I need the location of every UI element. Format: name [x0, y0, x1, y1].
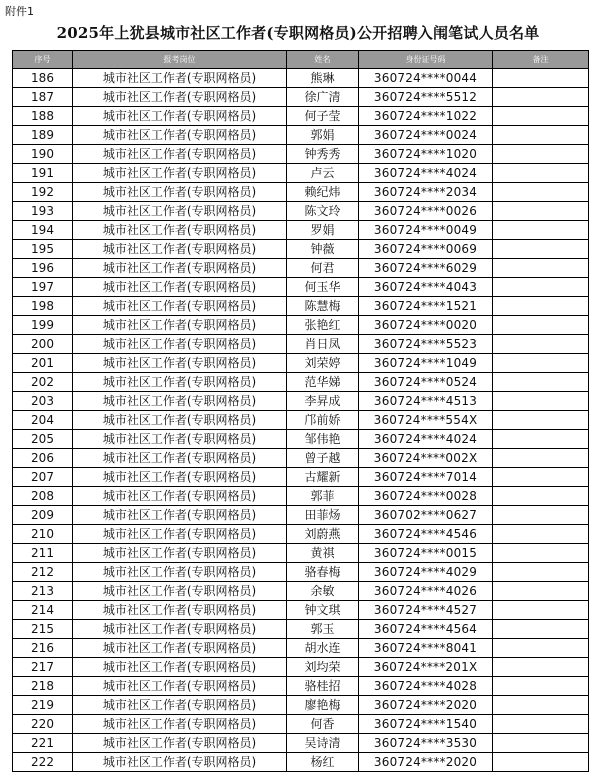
- table-row: [13, 259, 589, 278]
- row-id-number: 360724****0049: [359, 221, 493, 240]
- row-position: 城市社区工作者(专职网格员): [73, 354, 287, 373]
- row-number: 220: [13, 715, 73, 734]
- row-position: 城市社区工作者(专职网格员): [73, 202, 287, 221]
- row-position: 城市社区工作者(专职网格员): [73, 639, 287, 658]
- row-note: [493, 525, 589, 544]
- row-note: [493, 430, 589, 449]
- table-row: [13, 601, 589, 620]
- row-name: 何君: [287, 259, 359, 278]
- row-note: [493, 582, 589, 601]
- table-row: [13, 373, 589, 392]
- table-row: [13, 696, 589, 715]
- row-name: 吴诗清: [287, 734, 359, 753]
- row-position: 城市社区工作者(专职网格员): [73, 316, 287, 335]
- row-number: 194: [13, 221, 73, 240]
- row-name: 郭娟: [287, 126, 359, 145]
- row-note: [493, 544, 589, 563]
- table-row: [13, 392, 589, 411]
- row-note: [493, 107, 589, 126]
- row-number: 199: [13, 316, 73, 335]
- table-row: [13, 525, 589, 544]
- row-number: 209: [13, 506, 73, 525]
- row-number: 196: [13, 259, 73, 278]
- row-number: 186: [13, 69, 73, 88]
- table-row: [13, 487, 589, 506]
- row-note: [493, 601, 589, 620]
- row-position: 城市社区工作者(专职网格员): [73, 411, 287, 430]
- table-row: [13, 734, 589, 753]
- row-note: [493, 259, 589, 278]
- row-note: [493, 658, 589, 677]
- row-id-number: 360724****4513: [359, 392, 493, 411]
- row-note: [493, 487, 589, 506]
- row-id-number: 360724****1022: [359, 107, 493, 126]
- row-position: 城市社区工作者(专职网格员): [73, 259, 287, 278]
- table-row: [13, 145, 589, 164]
- row-number: 216: [13, 639, 73, 658]
- row-id-number: 360724****002X: [359, 449, 493, 468]
- table-row: [13, 69, 589, 88]
- row-note: [493, 240, 589, 259]
- table-header-row: [13, 51, 589, 69]
- row-number: 192: [13, 183, 73, 202]
- row-name: 邹伟艳: [287, 430, 359, 449]
- row-name: 陈慧梅: [287, 297, 359, 316]
- row-name: 肖日凤: [287, 335, 359, 354]
- row-number: 187: [13, 88, 73, 107]
- header-id-number: 身份证号码: [359, 51, 493, 69]
- table-row: [13, 658, 589, 677]
- row-position: 城市社区工作者(专职网格员): [73, 487, 287, 506]
- table-row: [13, 335, 589, 354]
- row-id-number: 360724****0069: [359, 240, 493, 259]
- row-note: [493, 126, 589, 145]
- row-id-number: 360724****5512: [359, 88, 493, 107]
- row-note: [493, 354, 589, 373]
- row-note: [493, 373, 589, 392]
- row-position: 城市社区工作者(专职网格员): [73, 734, 287, 753]
- table-row: [13, 411, 589, 430]
- row-number: 219: [13, 696, 73, 715]
- table-row: [13, 753, 589, 772]
- row-name: 罗娟: [287, 221, 359, 240]
- table-row: [13, 639, 589, 658]
- table-row: [13, 240, 589, 259]
- row-id-number: 360724****201X: [359, 658, 493, 677]
- row-number: 203: [13, 392, 73, 411]
- row-name: 徐广清: [287, 88, 359, 107]
- table-row: [13, 468, 589, 487]
- row-number: 211: [13, 544, 73, 563]
- row-note: [493, 715, 589, 734]
- row-position: 城市社区工作者(专职网格员): [73, 582, 287, 601]
- row-number: 222: [13, 753, 73, 772]
- row-name: 邝前娇: [287, 411, 359, 430]
- row-name: 郭菲: [287, 487, 359, 506]
- row-name: 卢云: [287, 164, 359, 183]
- row-id-number: 360724****0015: [359, 544, 493, 563]
- row-id-number: 360724****4026: [359, 582, 493, 601]
- table-row: [13, 316, 589, 335]
- table-row: [13, 183, 589, 202]
- row-number: 208: [13, 487, 73, 506]
- row-position: 城市社区工作者(专职网格员): [73, 449, 287, 468]
- row-name: 钟薇: [287, 240, 359, 259]
- row-position: 城市社区工作者(专职网格员): [73, 468, 287, 487]
- row-position: 城市社区工作者(专职网格员): [73, 126, 287, 145]
- row-name: 何玉华: [287, 278, 359, 297]
- table-row: [13, 563, 589, 582]
- row-id-number: 360724****2034: [359, 183, 493, 202]
- attachment-label: 附件1: [5, 5, 34, 18]
- row-name: 刘均荣: [287, 658, 359, 677]
- table-row: [13, 297, 589, 316]
- row-id-number: 360724****0024: [359, 126, 493, 145]
- row-position: 城市社区工作者(专职网格员): [73, 715, 287, 734]
- table-row: [13, 449, 589, 468]
- row-position: 城市社区工作者(专职网格员): [73, 430, 287, 449]
- row-name: 范华娣: [287, 373, 359, 392]
- row-number: 202: [13, 373, 73, 392]
- row-note: [493, 69, 589, 88]
- table-body: [13, 69, 589, 772]
- row-id-number: 360724****7014: [359, 468, 493, 487]
- row-id-number: 360724****0020: [359, 316, 493, 335]
- row-position: 城市社区工作者(专职网格员): [73, 525, 287, 544]
- row-name: 田菲炀: [287, 506, 359, 525]
- row-name: 余敏: [287, 582, 359, 601]
- table-row: [13, 126, 589, 145]
- row-id-number: 360724****4527: [359, 601, 493, 620]
- row-name: 赖纪炜: [287, 183, 359, 202]
- row-name: 廖艳梅: [287, 696, 359, 715]
- row-number: 191: [13, 164, 73, 183]
- row-number: 189: [13, 126, 73, 145]
- table-row: [13, 506, 589, 525]
- row-number: 188: [13, 107, 73, 126]
- row-note: [493, 278, 589, 297]
- row-name: 钟文琪: [287, 601, 359, 620]
- row-name: 钟秀秀: [287, 145, 359, 164]
- header-no: 序号: [13, 51, 73, 69]
- row-name: 张艳红: [287, 316, 359, 335]
- row-note: [493, 734, 589, 753]
- row-number: 212: [13, 563, 73, 582]
- page-title: 2025年上犹县城市社区工作者(专职网格员)公开招聘入闱笔试人员名单: [56, 24, 540, 42]
- header-position: 报考岗位: [73, 51, 287, 69]
- candidate-table: [12, 50, 589, 772]
- table-row: [13, 582, 589, 601]
- row-number: 204: [13, 411, 73, 430]
- row-name: 骆春梅: [287, 563, 359, 582]
- row-position: 城市社区工作者(专职网格员): [73, 164, 287, 183]
- row-name: 曾子越: [287, 449, 359, 468]
- row-number: 210: [13, 525, 73, 544]
- row-note: [493, 753, 589, 772]
- row-note: [493, 449, 589, 468]
- table-row: [13, 715, 589, 734]
- row-position: 城市社区工作者(专职网格员): [73, 145, 287, 164]
- row-name: 胡水连: [287, 639, 359, 658]
- row-note: [493, 620, 589, 639]
- row-note: [493, 164, 589, 183]
- row-id-number: 360724****4024: [359, 430, 493, 449]
- row-name: 刘荣婷: [287, 354, 359, 373]
- row-id-number: 360724****0028: [359, 487, 493, 506]
- row-id-number: 360724****1049: [359, 354, 493, 373]
- row-note: [493, 696, 589, 715]
- row-name: 刘蔚燕: [287, 525, 359, 544]
- row-name: 陈文玲: [287, 202, 359, 221]
- row-id-number: 360724****2020: [359, 753, 493, 772]
- row-position: 城市社区工作者(专职网格员): [73, 69, 287, 88]
- row-position: 城市社区工作者(专职网格员): [73, 183, 287, 202]
- row-position: 城市社区工作者(专职网格员): [73, 677, 287, 696]
- row-note: [493, 221, 589, 240]
- row-number: 215: [13, 620, 73, 639]
- header-note: 备注: [493, 51, 589, 69]
- row-number: 214: [13, 601, 73, 620]
- row-note: [493, 202, 589, 221]
- row-name: 郭玉: [287, 620, 359, 639]
- row-id-number: 360724****4546: [359, 525, 493, 544]
- row-position: 城市社区工作者(专职网格员): [73, 563, 287, 582]
- row-number: 190: [13, 145, 73, 164]
- row-position: 城市社区工作者(专职网格员): [73, 240, 287, 259]
- row-note: [493, 468, 589, 487]
- row-note: [493, 563, 589, 582]
- row-number: 205: [13, 430, 73, 449]
- row-id-number: 360724****1020: [359, 145, 493, 164]
- row-note: [493, 392, 589, 411]
- row-position: 城市社区工作者(专职网格员): [73, 620, 287, 639]
- row-position: 城市社区工作者(专职网格员): [73, 696, 287, 715]
- row-number: 197: [13, 278, 73, 297]
- row-note: [493, 639, 589, 658]
- row-position: 城市社区工作者(专职网格员): [73, 392, 287, 411]
- row-note: [493, 411, 589, 430]
- row-note: [493, 677, 589, 696]
- row-position: 城市社区工作者(专职网格员): [73, 506, 287, 525]
- row-number: 206: [13, 449, 73, 468]
- row-position: 城市社区工作者(专职网格员): [73, 601, 287, 620]
- row-position: 城市社区工作者(专职网格员): [73, 297, 287, 316]
- row-position: 城市社区工作者(专职网格员): [73, 278, 287, 297]
- row-name: 杨红: [287, 753, 359, 772]
- row-number: 217: [13, 658, 73, 677]
- row-id-number: 360724****6029: [359, 259, 493, 278]
- row-position: 城市社区工作者(专职网格员): [73, 107, 287, 126]
- table-row: [13, 202, 589, 221]
- row-position: 城市社区工作者(专职网格员): [73, 373, 287, 392]
- table-row: [13, 107, 589, 126]
- row-id-number: 360724****5523: [359, 335, 493, 354]
- row-id-number: 360724****1540: [359, 715, 493, 734]
- row-number: 218: [13, 677, 73, 696]
- row-number: 195: [13, 240, 73, 259]
- row-name: 古耀新: [287, 468, 359, 487]
- row-id-number: 360724****2020: [359, 696, 493, 715]
- row-id-number: 360702****0627: [359, 506, 493, 525]
- row-id-number: 360724****0524: [359, 373, 493, 392]
- table-row: [13, 544, 589, 563]
- table-row: [13, 354, 589, 373]
- row-id-number: 360724****0044: [359, 69, 493, 88]
- row-position: 城市社区工作者(专职网格员): [73, 221, 287, 240]
- row-name: 何香: [287, 715, 359, 734]
- row-id-number: 360724****554X: [359, 411, 493, 430]
- row-note: [493, 506, 589, 525]
- row-note: [493, 88, 589, 107]
- row-id-number: 360724****0026: [359, 202, 493, 221]
- row-id-number: 360724****4024: [359, 164, 493, 183]
- table-row: [13, 221, 589, 240]
- row-note: [493, 316, 589, 335]
- row-number: 221: [13, 734, 73, 753]
- row-id-number: 360724****4029: [359, 563, 493, 582]
- row-number: 193: [13, 202, 73, 221]
- row-position: 城市社区工作者(专职网格员): [73, 753, 287, 772]
- row-id-number: 360724****3530: [359, 734, 493, 753]
- row-position: 城市社区工作者(专职网格员): [73, 88, 287, 107]
- table-row: [13, 164, 589, 183]
- row-id-number: 360724****8041: [359, 639, 493, 658]
- row-id-number: 360724****4043: [359, 278, 493, 297]
- row-position: 城市社区工作者(专职网格员): [73, 335, 287, 354]
- row-name: 李昇成: [287, 392, 359, 411]
- row-id-number: 360724****4564: [359, 620, 493, 639]
- row-note: [493, 183, 589, 202]
- row-number: 207: [13, 468, 73, 487]
- row-number: 198: [13, 297, 73, 316]
- row-note: [493, 297, 589, 316]
- row-number: 201: [13, 354, 73, 373]
- row-name: 黄祺: [287, 544, 359, 563]
- row-note: [493, 145, 589, 164]
- table-row: [13, 430, 589, 449]
- row-id-number: 360724****4028: [359, 677, 493, 696]
- table-row: [13, 620, 589, 639]
- table-row: [13, 88, 589, 107]
- row-name: 骆桂招: [287, 677, 359, 696]
- row-position: 城市社区工作者(专职网格员): [73, 658, 287, 677]
- row-number: 200: [13, 335, 73, 354]
- row-note: [493, 335, 589, 354]
- table-row: [13, 677, 589, 696]
- table-row: [13, 278, 589, 297]
- row-id-number: 360724****1521: [359, 297, 493, 316]
- header-name: 姓名: [287, 51, 359, 69]
- row-name: 何子莹: [287, 107, 359, 126]
- row-number: 213: [13, 582, 73, 601]
- row-name: 熊琳: [287, 69, 359, 88]
- row-position: 城市社区工作者(专职网格员): [73, 544, 287, 563]
